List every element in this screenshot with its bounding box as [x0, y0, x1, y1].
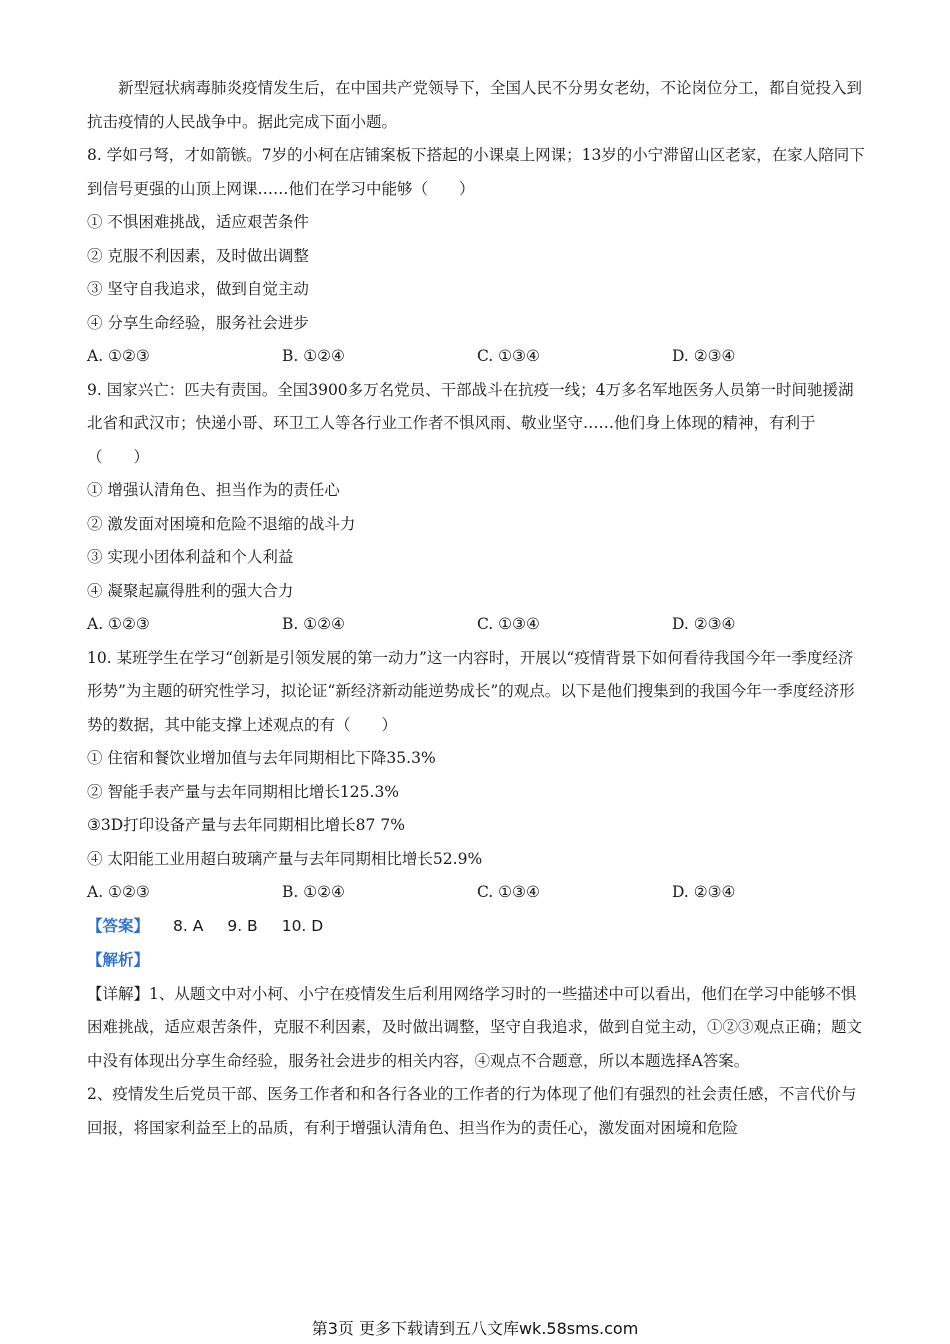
answer-item: 10. D [281, 916, 324, 935]
intro-paragraph: 新型冠状病毒肺炎疫情发生后，在中国共产党领导下，全国人民不分男女老幼，不论岗位分工，都自觉投入到抗击疫情的人民战争中。据此完成下面小题。 [87, 79, 863, 131]
option-b: B. ①②④ [282, 347, 345, 365]
answer-item: 8. A [173, 916, 204, 935]
answer-item: 9. B [227, 916, 258, 935]
option-a: A. ①②③ [87, 615, 150, 633]
question-item: ① 增强认清角色、担当作为的责任心 [87, 481, 340, 499]
question-item: ② 克服不利因素，及时做出调整 [87, 246, 309, 265]
question-item: ③ 实现小团体利益和个人利益 [87, 548, 294, 566]
question-10 [87, 642, 867, 910]
question-item: ② 智能手表产量与去年同期相比增长125.3% [87, 782, 400, 801]
question-item: ③3D打印设备产量与去年同期相比增长87 7% [87, 816, 405, 834]
option-d: D. ②③④ [672, 347, 736, 365]
question-stem: 10. 某班学生在学习“创新是引领发展的第一动力”这一内容时，开展以“疫情背景下如何看待我国今年一季度经济形势”为主题的研究性学习，拟论证“新经济新动能逆势成长”的观点。以下是他们搜集到的我国今年一季度经济形势的数据，其中能支撑上述观点的有（ ） [87, 648, 855, 734]
detail-tag: 【详解】 [87, 984, 150, 1003]
option-d: D. ②③④ [672, 883, 736, 901]
question-item: ② 激发面对困境和危险不退缩的战斗力 [87, 514, 356, 533]
question-item: ④ 凝聚起赢得胜利的强大合力 [87, 581, 294, 600]
option-b: B. ①②④ [282, 615, 345, 633]
option-a: A. ①②③ [87, 883, 150, 901]
question-item: ③ 坚守自我追求，做到自觉主动 [87, 280, 309, 298]
option-c: C. ①③④ [477, 883, 540, 901]
answer-line [87, 910, 867, 944]
question-stem: 8. 学如弓弩，才如箭镞。7岁的小柯在店铺案板下搭起的小课桌上网课；13岁的小宁滞留山区老家，在家人陪同下到信号更强的山顶上网课……他们在学习中能够（ ） [87, 146, 865, 198]
question-item: ① 住宿和餐饮业增加值与去年同期相比下降35.3% [87, 749, 436, 767]
detail-text-1: 1、从题文中对小柯、小宁在疫情发生后利用网络学习时的一些描述中可以看出，他们在学习中能够不惧困难挑战，适应艰苦条件，克服不利因素，及时做出调整，坚守自我追求，做到自觉主动，①②③观点正确；题文中没有体现出分享生命经验，服务社会进步的相关内容，④观点不合题意，所以本题选择A答案。 [87, 984, 863, 1070]
answer-tag: 【答案】 [87, 916, 150, 935]
detail-paragraph-2: 2、疫情发生后党员干部、医务工作者和和各行各业的工作者的行为体现了他们有强烈的社会责任感，不言代价与回报，将国家利益至上的品质，有利于增强认清角色、担当作为的责任心，激发面对困境和危险 [87, 1085, 857, 1137]
analysis-line [87, 943, 867, 978]
option-d: D. ②③④ [672, 615, 736, 633]
analysis-tag: 【解析】 [87, 950, 150, 969]
question-item: ④ 太阳能工业用超白玻璃产量与去年同期相比增长52.9% [87, 849, 483, 868]
answer-options [87, 876, 867, 910]
question-8 [87, 139, 867, 374]
question-stem: 9. 国家兴亡：匹夫有责国。全国3900多万名党员、干部战斗在抗疫一线；4万多名军地医务人员第一时间驰援湖北省和武汉市；快递小哥、环卫工人等各行业工作者不惧风雨、敬业坚守……他们身上体现的精神，有利于（ ） [87, 380, 854, 466]
option-c: C. ①③④ [477, 615, 540, 633]
option-c: C. ①③④ [477, 347, 540, 365]
question-9 [87, 374, 867, 642]
question-item: ① 不惧困难挑战，适应艰苦条件 [87, 213, 309, 231]
answer-options [87, 608, 867, 642]
answer-options [87, 340, 867, 374]
option-b: B. ①②④ [282, 883, 345, 901]
option-a: A. ①②③ [87, 347, 150, 365]
detail-paragraph-1 [87, 978, 867, 1079]
question-item: ④ 分享生命经验，服务社会进步 [87, 313, 309, 332]
document-content [87, 72, 867, 1145]
page-footer: 第3页 更多下载请到五八文库wk.58sms.com [311, 1319, 639, 1338]
